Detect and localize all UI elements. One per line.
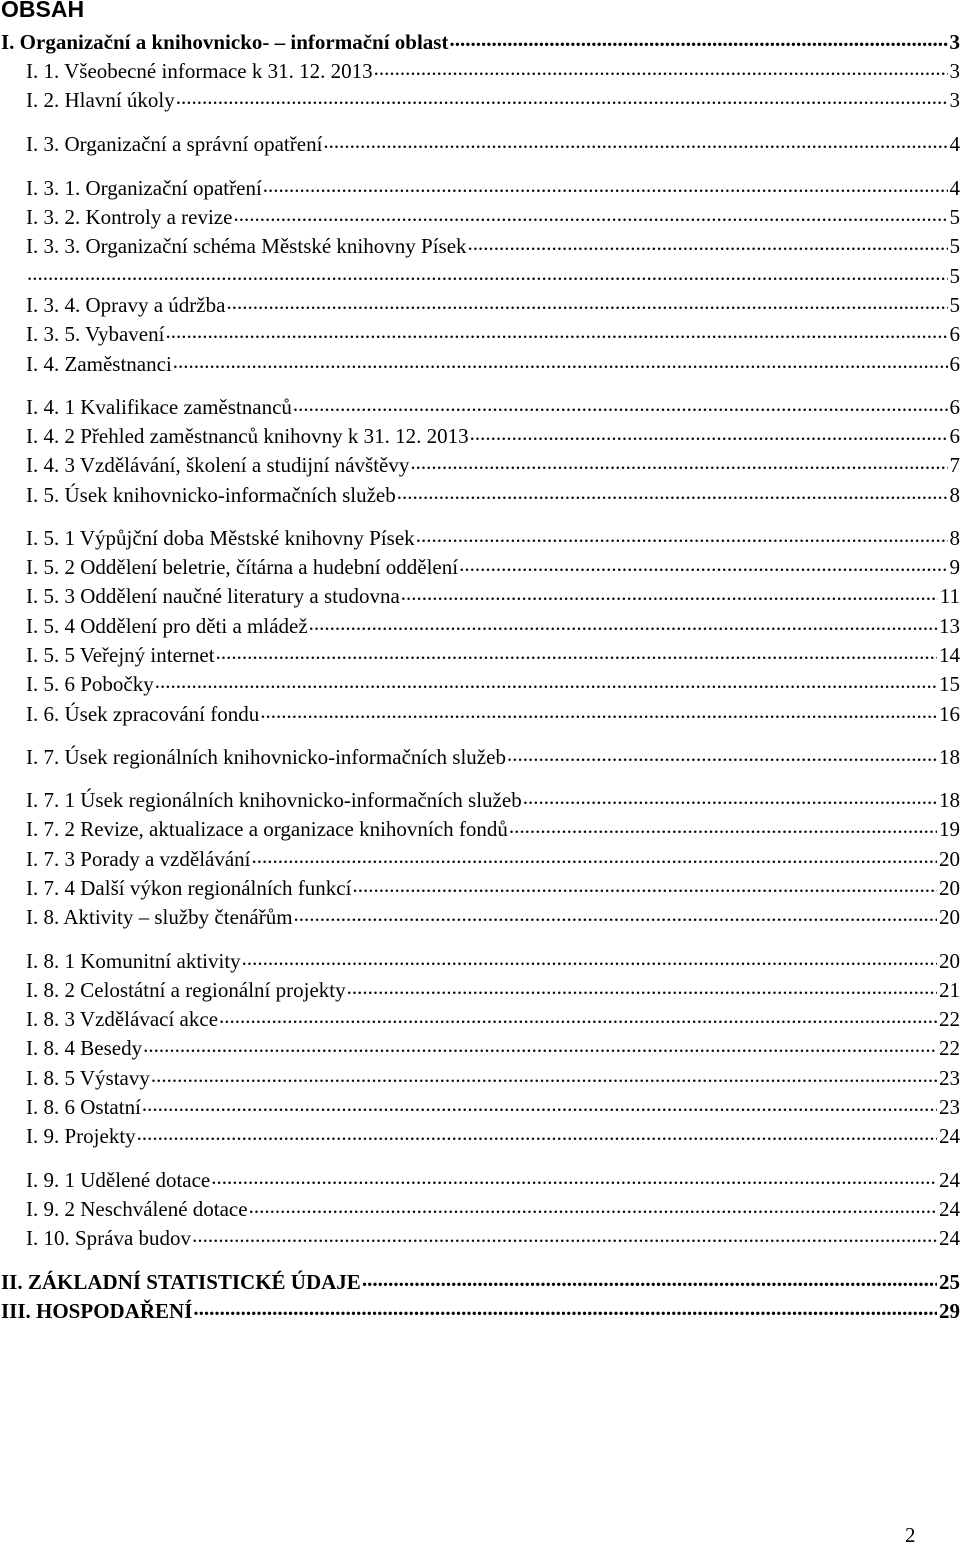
toc-entry-label: I. 4. Zaměstnanci — [26, 352, 172, 376]
dot-leader — [506, 743, 937, 764]
toc-entry-label: I. 4. 1 Kvalifikace zaměstnanců — [26, 395, 292, 419]
toc-entry-page: 14 — [939, 643, 960, 667]
toc-entry-page: 16 — [939, 702, 960, 726]
toc-entry-page: 25 — [939, 1270, 960, 1294]
toc-entry-page: 3 — [949, 30, 960, 54]
toc-entry[interactable] — [26, 174, 960, 201]
dot-leader — [396, 481, 948, 502]
toc-entry-label: I. 3. 2. Kontroly a revize — [26, 205, 233, 229]
toc-entry-label: I. 8. 6 Ostatní — [26, 1095, 141, 1119]
toc-entry-page: 4 — [949, 132, 960, 156]
dot-leader — [259, 700, 937, 721]
dot-leader — [248, 1195, 937, 1216]
toc-entry-label: I. 9. Projekty — [26, 1124, 136, 1148]
toc-entry[interactable] — [26, 393, 960, 420]
toc-entry-page: 7 — [949, 453, 960, 477]
toc-entry-page: 9 — [949, 555, 960, 579]
dot-leader — [522, 786, 937, 807]
toc-entry[interactable] — [26, 1034, 960, 1061]
toc-entry[interactable] — [26, 524, 960, 551]
toc-entry-page: 5 — [949, 264, 960, 288]
toc-entry[interactable] — [26, 670, 960, 697]
toc-entry[interactable] — [26, 582, 960, 609]
toc-entry-label: I. 3. Organizační a správní opatření — [26, 132, 323, 156]
toc-entry-label: III. HOSPODAŘENÍ — [1, 1299, 193, 1323]
dot-leader — [373, 57, 948, 78]
toc-entry[interactable] — [26, 86, 960, 113]
dot-leader — [346, 976, 937, 997]
dot-leader — [400, 582, 938, 603]
toc-entry-page: 20 — [939, 876, 960, 900]
toc-entry[interactable] — [26, 903, 960, 930]
toc-entry[interactable] — [26, 422, 960, 449]
toc-entry-label: I. 2. Hlavní úkoly — [26, 88, 175, 112]
toc-entry-label: I. 5. 1 Výpůjční doba Městské knihovny Písek — [26, 526, 415, 550]
toc-entry[interactable] — [1, 1268, 960, 1295]
toc-entry-page: 8 — [949, 526, 960, 550]
toc-entry-page: 24 — [939, 1124, 960, 1148]
toc-entry[interactable] — [26, 350, 960, 377]
toc-entry-label: I. 4. 3 Vzdělávání, školení a studijní návštěvy — [26, 453, 410, 477]
dot-leader — [469, 422, 948, 443]
toc-entry[interactable] — [26, 57, 960, 84]
dot-leader — [508, 815, 937, 836]
dot-leader — [458, 553, 947, 574]
toc-entry-label: I. 8. 5 Výstavy — [26, 1066, 150, 1090]
toc-entry[interactable] — [1, 1297, 960, 1324]
dot-leader — [292, 393, 948, 414]
toc-entry-page: 20 — [939, 847, 960, 871]
toc-entry[interactable] — [26, 130, 960, 157]
toc-entry[interactable] — [26, 786, 960, 813]
toc-entry[interactable] — [26, 612, 960, 639]
dot-leader — [142, 1034, 937, 1055]
toc-entry-page: 6 — [949, 352, 960, 376]
toc-entry-page: 13 — [939, 614, 960, 638]
toc-entry-label: I. 5. 3 Oddělení naučné literatury a studovna — [26, 584, 400, 608]
toc-entry-label: I. 7. Úsek regionálních knihovnicko-informačních služeb — [26, 745, 506, 769]
toc-entry-page: 15 — [939, 672, 960, 696]
dot-leader — [164, 320, 947, 341]
toc-entry[interactable] — [26, 232, 960, 259]
toc-entry[interactable] — [26, 1224, 960, 1251]
dot-leader — [172, 350, 948, 371]
toc-entry-page: 6 — [949, 424, 960, 448]
toc-entry-label: I. 5. 6 Pobočky — [26, 672, 154, 696]
toc-entry-page: 22 — [939, 1036, 960, 1060]
toc-entry-page: 8 — [949, 483, 960, 507]
dot-leader — [218, 1005, 937, 1026]
toc-entry-page: 4 — [949, 176, 960, 200]
toc-entry-label: I. 5. 5 Veřejný internet — [26, 643, 215, 667]
toc-entry-label: I. 3. 5. Vybavení — [26, 322, 165, 346]
toc-entry[interactable] — [26, 320, 960, 347]
dot-leader — [136, 1122, 937, 1143]
toc-entry-page: 3 — [949, 59, 960, 83]
toc-entry[interactable] — [26, 641, 960, 668]
toc-entry[interactable] — [26, 1195, 960, 1222]
toc-entry-label: I. 9. 1 Udělené dotace — [26, 1168, 211, 1192]
toc-entry-page: 23 — [939, 1066, 960, 1090]
toc-entry-page: 11 — [939, 584, 960, 608]
toc-entry-label: I. 3. 3. Organizační schéma Městské knihovny Písek — [26, 234, 467, 258]
toc-entry-page: 20 — [939, 949, 960, 973]
toc-entry-page: 5 — [949, 205, 960, 229]
toc-entry[interactable] — [26, 1166, 960, 1193]
toc-entry-page: 5 — [949, 234, 960, 258]
toc-entry-label: I. 8. 1 Komunitní aktivity — [26, 949, 241, 973]
toc-entry-page: 24 — [939, 1226, 960, 1250]
toc-entry-label: I. 1. Všeobecné informace k 31. 12. 2013 — [26, 59, 373, 83]
toc-entry-label: I. 5. 4 Oddělení pro děti a mládež — [26, 614, 308, 638]
toc-entry-page: 18 — [939, 788, 960, 812]
toc-entry-label: I. 8. 3 Vzdělávací akce — [26, 1007, 219, 1031]
dot-leader — [26, 262, 948, 283]
toc-entry[interactable] — [26, 874, 960, 901]
toc-entry-page: 6 — [949, 395, 960, 419]
dot-leader — [251, 845, 937, 866]
dot-leader — [415, 524, 948, 545]
toc-entry-label: I. 8. 4 Besedy — [26, 1036, 143, 1060]
toc-entry-page: 23 — [939, 1095, 960, 1119]
dot-leader — [262, 174, 948, 195]
dot-leader — [175, 86, 948, 107]
dot-leader — [150, 1064, 937, 1085]
toc-entry-page: 20 — [939, 905, 960, 929]
dot-leader — [361, 1268, 937, 1289]
dot-leader — [308, 612, 937, 633]
toc-entry-label: I. 9. 2 Neschválené dotace — [26, 1197, 248, 1221]
page-title: OBSAH — [1, 0, 85, 22]
toc-entry-page: 29 — [939, 1299, 960, 1323]
dot-leader — [448, 28, 947, 49]
toc-entry[interactable] — [26, 1122, 960, 1149]
toc-entry[interactable] — [26, 743, 960, 770]
toc-entry[interactable] — [26, 845, 960, 872]
dot-leader — [225, 291, 947, 312]
dot-leader — [215, 641, 937, 662]
toc-entry-label: I. 8. 2 Celostátní a regionální projekty — [26, 978, 346, 1002]
dot-leader — [467, 232, 948, 253]
toc-entry[interactable] — [26, 291, 960, 318]
dot-leader — [232, 203, 947, 224]
toc-entry-label: I. 5. Úsek knihovnicko-informačních služeb — [26, 483, 396, 507]
toc-entry-page: 24 — [939, 1168, 960, 1192]
toc-entry-label: I. 4. 2 Přehled zaměstnanců knihovny k 31. 12. 2013 — [26, 424, 469, 448]
toc-entry[interactable] — [26, 976, 960, 1003]
toc-entry[interactable] — [26, 947, 960, 974]
toc-entry-label: I. 7. 3 Porady a vzdělávání — [26, 847, 251, 871]
dot-leader — [192, 1297, 937, 1318]
dot-leader — [210, 1166, 937, 1187]
toc-entry-page: 5 — [949, 293, 960, 317]
toc-entry[interactable] — [26, 262, 960, 289]
toc-entry-label: I. 3. 1. Organizační opatření — [26, 176, 262, 200]
toc-entry-label: II. ZÁKLADNÍ STATISTICKÉ ÚDAJE — [1, 1270, 361, 1294]
toc-entry-label: I. 7. 2 Revize, aktualizace a organizace knihovních fondů — [26, 817, 508, 841]
toc-entry-page: 22 — [939, 1007, 960, 1031]
dot-leader — [141, 1093, 937, 1114]
toc-entry[interactable] — [26, 1005, 960, 1032]
dot-leader — [154, 670, 937, 691]
toc-entry-label: I. 5. 2 Oddělení beletrie, čítárna a hudební oddělení — [26, 555, 459, 579]
toc-entry[interactable] — [26, 1064, 960, 1091]
toc-entry[interactable] — [26, 553, 960, 580]
toc-entry-label: I. Organizační a knihovnicko- – informační oblast — [1, 30, 449, 54]
toc-entry-page: 18 — [939, 745, 960, 769]
dot-leader — [293, 903, 937, 924]
toc-entry-page: 24 — [939, 1197, 960, 1221]
dot-leader — [191, 1224, 937, 1245]
toc-entry-page: 6 — [949, 322, 960, 346]
dot-leader — [409, 451, 947, 472]
toc-entry-page: 3 — [949, 88, 960, 112]
toc-entry-label: I. 8. Aktivity – služby čtenářům — [26, 905, 293, 929]
toc-entry-label: I. 7. 1 Úsek regionálních knihovnicko-informačních služeb — [26, 788, 522, 812]
page-number: 2 — [905, 1523, 916, 1547]
toc-entry[interactable] — [1, 28, 960, 55]
toc-entry-label: I. 7. 4 Další výkon regionálních funkcí — [26, 876, 352, 900]
toc-entry[interactable] — [26, 700, 960, 727]
toc-entry-label: I. 10. Správa budov — [26, 1226, 192, 1250]
toc-entry[interactable] — [26, 481, 960, 508]
toc-entry[interactable] — [26, 451, 960, 478]
toc-entry[interactable] — [26, 815, 960, 842]
dot-leader — [322, 130, 947, 151]
toc-entry-label: I. 3. 4. Opravy a údržba — [26, 293, 226, 317]
toc-entry[interactable] — [26, 1093, 960, 1120]
toc-entry-label: I. 6. Úsek zpracování fondu — [26, 702, 260, 726]
toc-entry-page: 19 — [939, 817, 960, 841]
dot-leader — [241, 947, 937, 968]
toc-entry-page: 21 — [939, 978, 960, 1002]
toc-entry[interactable] — [26, 203, 960, 230]
dot-leader — [351, 874, 937, 895]
